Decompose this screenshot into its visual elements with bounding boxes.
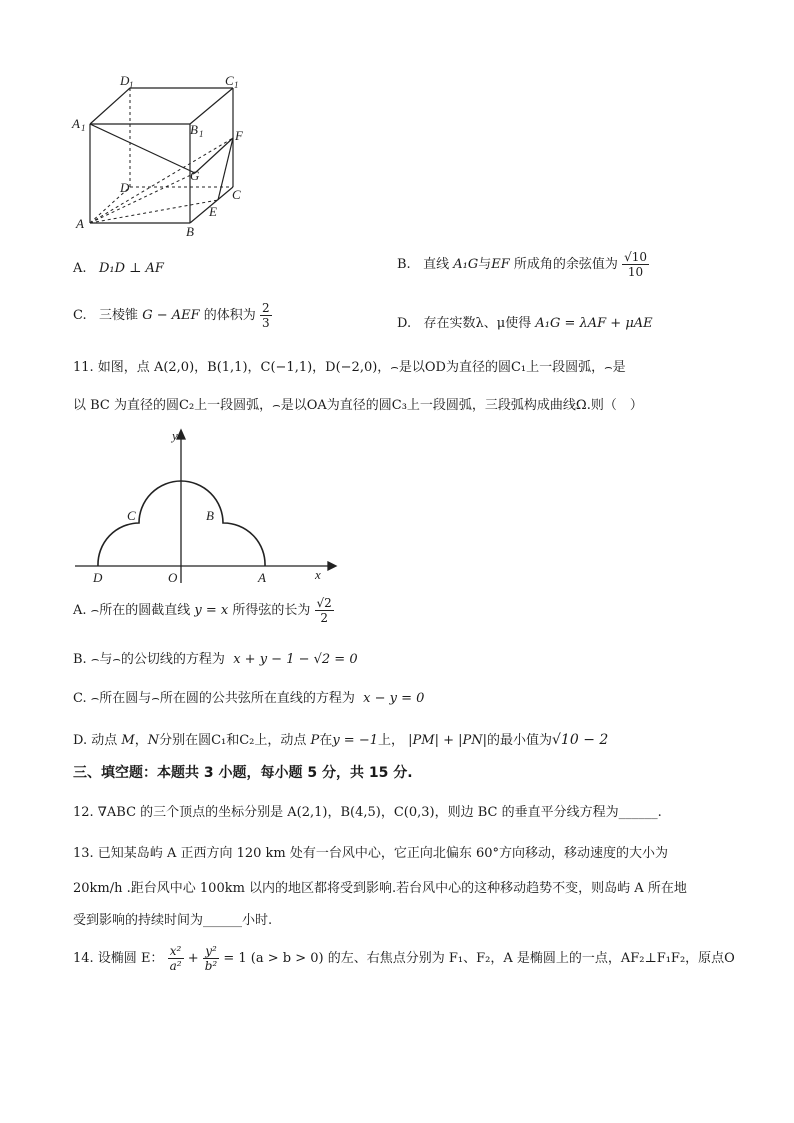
label-A1-sub: 1 bbox=[81, 123, 86, 133]
q13-line1: 13. 已知某岛屿 A 正西方向 120 km 处有一台风中心，它正向北偏东 60°方向移动，移动速度的大小为 bbox=[73, 846, 669, 861]
fraction: $\frac{√10}{10}$ bbox=[624, 250, 647, 279]
label-C1: C bbox=[225, 73, 234, 88]
section-title: 三、填空题：本题共 3 小题，每小题 5 分，共 15 分. bbox=[73, 765, 413, 781]
curve-omega-graph bbox=[70, 425, 340, 590]
point-label-B: B bbox=[206, 508, 214, 523]
option-letter: A. bbox=[73, 261, 87, 276]
q11-option-c: C. ⌢所在圆与⌢所在圆的公共弦所在直线的方程为 x − y = 0 bbox=[73, 691, 425, 706]
point-label-C: C bbox=[127, 508, 136, 523]
option-letter: D. bbox=[397, 316, 412, 331]
q11-option-a: A. ⌢所在的圆截直线 y = x 所得弦的长为 $\frac{√2}{2}$ bbox=[73, 596, 332, 625]
fraction: $\frac{\text{y²}}{\text{b²}}$ bbox=[204, 944, 218, 973]
q11-option-b: B. ⌢与⌢的公切线的方程为 x + y − 1 − √2 = 0 bbox=[73, 652, 358, 667]
label-D1: D bbox=[120, 73, 130, 88]
q11-option-d: D. 动点 M，N分别在圆C₁和C₂上，动点 P在y = −1上， |PM| + |PN|的最小值为√10 − 2 bbox=[73, 732, 609, 748]
q10-option-a bbox=[73, 261, 164, 276]
q11-stem-line1: 11. 如图，点 A(2,0)，B(1,1)，C(−1,1)，D(−2,0)，⌢是以OD为直径的圆C₁上一段圆弧，⌢是 bbox=[73, 360, 626, 375]
label-B1-sub: 1 bbox=[199, 129, 204, 139]
label-C1-sub: 1 bbox=[234, 80, 239, 90]
fraction: $\frac{\text{x²}}{\text{a²}}$ bbox=[169, 944, 182, 973]
label-C: C bbox=[232, 187, 241, 202]
point-label-O: O bbox=[168, 570, 178, 585]
point-label-D: D bbox=[93, 570, 103, 585]
point-label-A: A bbox=[258, 570, 266, 585]
q10-option-c: C. 三棱锥 G − AEF 的体积为 $\frac{2}{3}$ bbox=[73, 301, 270, 330]
q13-line2: 20km/h .距台风中心 100km 以内的地区都将受到影响.若台风中心的这种移动趋势不变，则岛屿 A 所在地 bbox=[73, 881, 687, 896]
q10-option-d: D. 存在实数λ、μ使得 A₁G = λAF + μAE bbox=[397, 316, 653, 331]
q13-line3: 受到影响的持续时间为______小时. bbox=[73, 913, 273, 928]
option-letter: B. bbox=[397, 257, 411, 272]
fraction: $\frac{√2}{2}$ bbox=[316, 596, 332, 625]
q11-stem-line2: 以 BC 为直径的圆C₂上一段圆弧，⌢是以OA为直径的圆C₃上一段圆弧，三段弧构成曲线Ω.则（ ） bbox=[73, 398, 643, 413]
label-D: D bbox=[120, 180, 130, 195]
option-expr: D₁D ⊥ AF bbox=[98, 261, 164, 276]
axis-label-x: x bbox=[315, 567, 321, 582]
cube-figure bbox=[70, 70, 255, 240]
label-A1: A bbox=[72, 116, 80, 131]
q12-text: 12. ∇ABC 的三个顶点的坐标分别是 A(2,1)，B(4,5)，C(0,3)，则边 BC 的垂直平分线方程为______. bbox=[73, 805, 662, 820]
label-B1: B bbox=[190, 122, 198, 137]
label-A: A bbox=[76, 216, 84, 231]
q10-option-b: B. 直线 A₁G与EF 所成角的余弦值为 $\frac{√10}{10}$ bbox=[397, 250, 647, 279]
axis-label-y: y bbox=[172, 428, 178, 443]
label-E: E bbox=[209, 204, 217, 219]
option-letter: C. bbox=[73, 308, 87, 323]
fraction: $\frac{2}{3}$ bbox=[261, 301, 270, 330]
label-F: F bbox=[235, 128, 243, 143]
label-G: G bbox=[190, 168, 200, 183]
label-D1-sub: 1 bbox=[129, 80, 134, 90]
q14-text: 14. 设椭圆 E： $\frac{\text{x²}}{\text{a²}}$ + $\frac{\text{y²}}{\text{b²}}$ = 1 (a > b > 0) 的左、右焦点分别为 F₁、F₂，A 是椭圆上的一点，AF₂⊥F₁F₂，原点O bbox=[73, 944, 735, 973]
label-B: B bbox=[186, 224, 194, 239]
